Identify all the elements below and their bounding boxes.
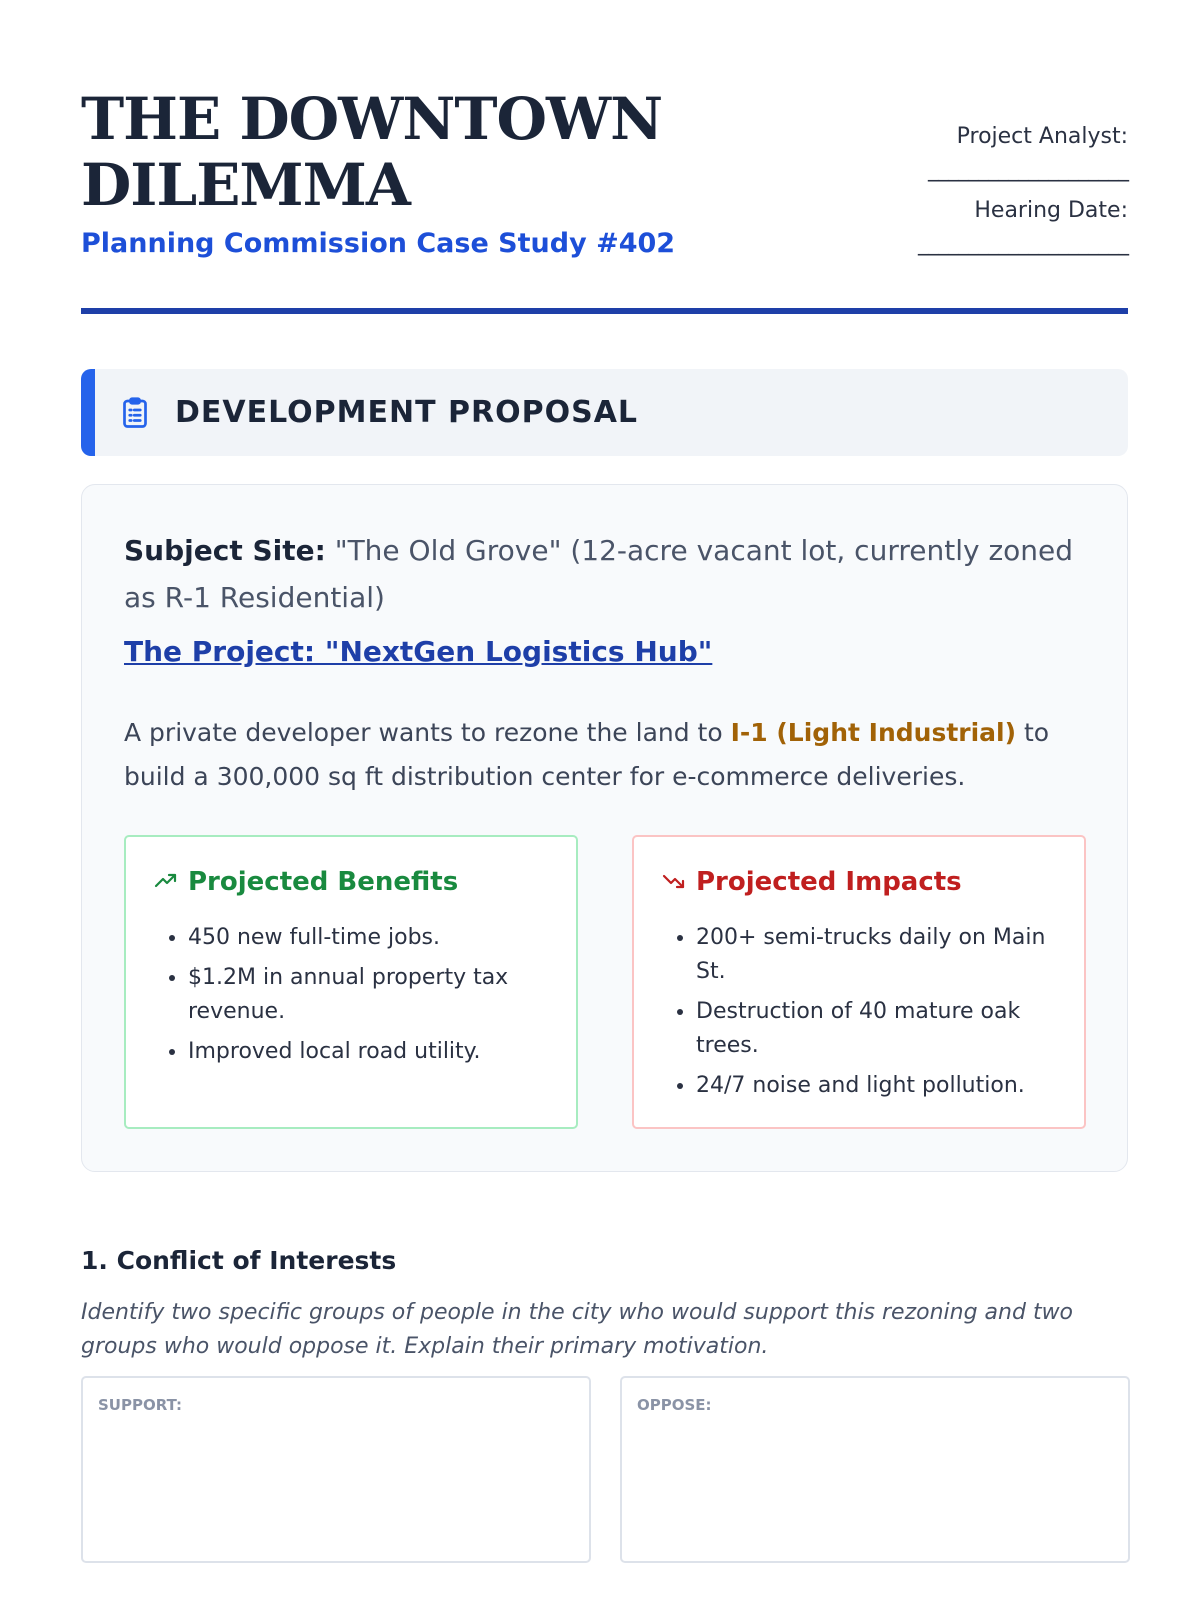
hearing-date-blank[interactable]: _____________________ [918, 231, 1128, 256]
impacts-title: Projected Impacts [696, 867, 962, 897]
case-study-subtitle: Planning Commission Case Study #402 [81, 228, 676, 259]
benefits-box [124, 835, 578, 1129]
list-item: • $1.2M in annual property tax revenue. [188, 961, 548, 1029]
list-item: • 450 new full-time jobs. [188, 921, 548, 955]
zone-highlight: I-1 (Light Industrial) [730, 718, 1017, 747]
page-header [81, 82, 1128, 312]
hearing-date-label: Hearing Date: [974, 198, 1128, 223]
question-prompt: Identify two specific groups of people in the city who would support this rezoning and two groups who would oppose it. Explain their primary motivation. [81, 1300, 1074, 1359]
support-label: SUPPORT: [98, 1396, 183, 1414]
benefits-list [188, 921, 548, 1075]
page-title: THE DOWNTOWN DILEMMA [81, 85, 663, 219]
header-divider [81, 308, 1128, 314]
subject-site [124, 527, 1094, 621]
desc-after: to build a 300,000 sq ft distribution center for e-commerce deliveries. [124, 718, 1050, 791]
section-header [81, 369, 1128, 456]
project-title: The Project: "NextGen Logistics Hub" [124, 635, 713, 668]
list-item: • Destruction of 40 mature oak trees. [696, 995, 1056, 1063]
analyst-label: Project Analyst: [956, 124, 1128, 149]
benefits-title: Projected Benefits [188, 867, 459, 897]
site-label: Subject Site: [124, 534, 326, 567]
clipboard-icon [117, 395, 153, 431]
analyst-blank[interactable]: ____________________ [928, 157, 1128, 182]
list-item: • 24/7 noise and light pollution. [696, 1069, 1056, 1103]
site-text: "The Old Grove" (12-acre vacant lot, currently zoned as R-1 Residential) [124, 534, 1074, 614]
section-title: DEVELOPMENT PROPOSAL [175, 395, 639, 430]
impacts-list [696, 921, 1056, 1109]
list-item: • 200+ semi-trucks daily on Main St. [696, 921, 1056, 989]
benefits-heading [154, 867, 458, 897]
support-answer-box[interactable] [81, 1376, 591, 1563]
trend-up-icon [154, 869, 178, 893]
list-item: • Improved local road utility. [188, 1035, 548, 1069]
oppose-label: OPPOSE: [637, 1396, 712, 1414]
proposal-card [81, 484, 1128, 1172]
header-meta [918, 124, 1128, 272]
project-description [124, 711, 1094, 799]
desc-before: A private developer wants to rezone the land to [124, 718, 731, 747]
section-accent [81, 369, 95, 456]
trend-down-icon [662, 869, 686, 893]
impacts-heading [662, 867, 962, 897]
impacts-box [632, 835, 1086, 1129]
question-title: 1. Conflict of Interests [81, 1246, 397, 1275]
oppose-answer-box[interactable] [620, 1376, 1130, 1563]
